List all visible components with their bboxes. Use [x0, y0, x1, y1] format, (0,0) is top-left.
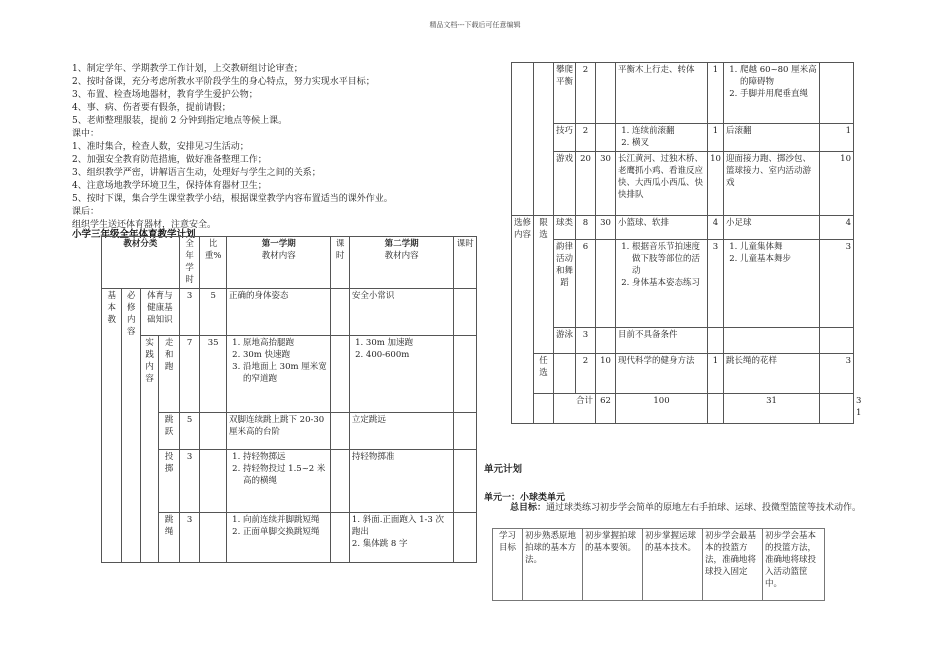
knowledge-ratio: 5 [200, 289, 227, 336]
rhythm-sem1 [616, 240, 708, 328]
list-item: 2. 手脚并用爬垂直绳 [740, 88, 817, 100]
intro-line: 1、制定学年、学期教学工作计划，上交教研组讨论审查； [72, 64, 303, 74]
plan-title: 小学三年级全年体育教学计划 [72, 229, 196, 240]
optional-p2: 3 [820, 354, 854, 394]
intro-line: 组织学生送还体育器材，注意安全。 [72, 220, 217, 230]
rhythm-sem2 [724, 240, 820, 328]
ball-p1: 4 [708, 216, 724, 240]
run-sem1 [226, 336, 331, 413]
swim-name: 游泳 [554, 328, 576, 354]
intro-line: 2、按时备课，充分考虑所教水平阶段学生的身心特点，努力实现水平目标； [72, 77, 375, 87]
page-header: 精品文档---下载后可任意编辑 [429, 21, 521, 29]
throw-name: 投掷 [159, 450, 180, 513]
game-hours: 20 [576, 152, 596, 216]
rope-name: 跳绳 [159, 513, 180, 563]
basic-label: 基本教 [102, 289, 122, 563]
h-period2-cell: 课时 [454, 237, 477, 289]
game-name: 游戏 [554, 152, 576, 216]
list-item: 2. 集体跳 8 字 [351, 539, 408, 549]
list-item: 2. 横叉 [632, 137, 705, 149]
list-item: 1. 持轻物掷远 [243, 451, 329, 463]
h-period1-cell: 课时 [331, 237, 349, 289]
knowledge-name: 体育与健康基础知识 [140, 289, 179, 336]
intro-line: 4、事、病、伤者要有假条，提前请假； [72, 103, 231, 113]
ball-p2: 4 [820, 216, 854, 240]
rope-hours: 3 [179, 513, 199, 563]
unit1-title: 单元一：小球类单元 [484, 493, 566, 503]
plan-table-right: 攀爬平衡 2 平衡木上行走、转体 1 1. 爬越 60~80 厘米高的障碍物 2. 手脚并用爬垂直绳 技巧 2 1. 连续前滚翻 2. 横叉 1 后滚翻 1 游戏 20 30 长江黄河、过独木桥、老鹰抓小鸡、看谁反应快、大西瓜小西瓜、快快排队 10 迎面接力跑、掷沙包、篮球接力、室内活动游戏 10 选修内容 限选 球类 8 30 小篮球、软排 4 小足球 4 韵律活动和舞蹈 6 1. 根据音乐节拍速度做下肢等部位的活动 2. 身体基本姿态练习 3 1. 儿童集体舞 2. 儿童基本舞步 3 游泳 3 目前不具备条件 任选 2 10 现代科学的健身方法 1 跳长绳的花样 3 合计 62 100 31 31 [511, 62, 854, 424]
skill-p2: 1 [820, 124, 854, 152]
unit-plan-title: 单元计划 [484, 464, 523, 475]
throw-sem1 [226, 450, 331, 513]
optional-hours: 2 [576, 354, 596, 394]
game-ratio: 30 [596, 152, 616, 216]
skill-name: 技巧 [554, 124, 576, 152]
rhythm-hours: 6 [576, 240, 596, 328]
list-item: 2. 30m 快速跑 [243, 349, 329, 361]
knowledge-hours: 3 [179, 289, 199, 336]
climb-hours: 2 [576, 63, 596, 124]
h-content1-label: 教材内容 [261, 251, 296, 261]
optional-sem1: 现代科学的健身方法 [616, 354, 708, 394]
optional-name: 任选 [534, 354, 554, 394]
intro-line: 3、布置、检查场地器材，教育学生爱护公物； [72, 90, 258, 100]
total-ratio: 100 [616, 394, 708, 424]
rhythm-p1: 3 [708, 240, 724, 328]
rhythm-name: 韵律活动和舞蹈 [554, 240, 576, 328]
elective-label: 选修内容 [512, 216, 534, 424]
ball-sem2: 小足球 [724, 216, 820, 240]
list-item: 1. 儿童集体舞 [740, 241, 817, 253]
list-item: 1. 根据音乐节拍速度做下肢等部位的活动 [632, 241, 705, 277]
knowledge-sem1: 正确的身体姿态 [226, 289, 331, 336]
knowledge-sem2: 安全小常识 [349, 289, 454, 336]
h-content2-cell [349, 237, 454, 289]
game-sem1: 长江黄河、过独木桥、老鹰抓小鸡、看谁反应快、大西瓜小西瓜、快快排队 [616, 152, 708, 216]
total-label: 合计 [554, 394, 596, 424]
intro-line: 5、老师整理服装，提前 2 分钟到指定地点等候上课。 [72, 116, 288, 126]
goal-label: 总目标： [510, 503, 547, 513]
intro-line: 课后： [72, 207, 100, 217]
list-item: 1. 连续前滚翻 [632, 125, 705, 137]
h-ratio-cell: 比重% [200, 237, 227, 289]
list-item: 1. 爬越 60~80 厘米高的障碍物 [740, 64, 817, 88]
skill-sem2: 后滚翻 [724, 124, 820, 152]
intro-line: 3、组织教学严密，讲解语言生动，处理好与学生之间的关系； [72, 168, 321, 178]
game-p1: 10 [708, 152, 724, 216]
game-p2: 10 [820, 152, 854, 216]
game-sem2: 迎面接力跑、掷沙包、篮球接力、室内活动游戏 [724, 152, 820, 216]
run-name: 走和跑 [159, 336, 180, 413]
climb-sem2 [724, 63, 820, 124]
intro-line: 1、准时集合，检查人数，安排见习生活动； [72, 142, 249, 152]
objective-cell: 初步学会最基本的投篮方法，准确地将球投入固定 [703, 529, 763, 601]
unit-goal [484, 502, 904, 515]
rope-sem1 [226, 513, 331, 563]
intro-line: 2、加强安全教育防范措施，做好准备整理工作； [72, 155, 267, 165]
list-item: 1. 斜面.正面跑入 1-3 次跑出 [351, 515, 445, 537]
list-item: 1. 原地高抬腿跑 [243, 337, 329, 349]
ball-ratio: 30 [596, 216, 616, 240]
list-item: 1. 向前连续并脚跳短绳 [243, 514, 329, 526]
list-item: 2. 持轻物投过 1.5~2 米高的横绳 [243, 463, 329, 487]
climb-name: 攀爬平衡 [554, 63, 576, 124]
objective-cell: 初步掌握拍球的基本要领。 [583, 529, 643, 601]
ball-hours: 8 [576, 216, 596, 240]
objectives-head: 学习目标 [493, 529, 523, 601]
ball-name: 球类 [554, 216, 576, 240]
run-hours: 7 [179, 336, 199, 413]
limited-label: 限选 [534, 216, 554, 354]
h-sem2-label: 第二学期 [384, 239, 419, 249]
throw-hours: 3 [179, 450, 199, 513]
goal-text: 通过球类练习初步学会简单的原地左右手拍球、运球、投微型篮筐等技术动作。 [546, 503, 862, 513]
list-item: 1. 30m 加速跑 [366, 337, 452, 349]
list-item: 2. 正面单脚交换跳短绳 [243, 526, 329, 538]
total-hours: 62 [596, 394, 616, 424]
jump-sem2: 立定跳远 [349, 413, 454, 450]
list-item: 3. 沿地面上 30m 厘米宽的窄道跑 [243, 361, 329, 385]
climb-p1: 1 [708, 63, 724, 124]
plan-table-left-body [101, 236, 477, 563]
swim-sem1: 目前不具备条件 [616, 328, 708, 354]
h-content2-label: 教材内容 [384, 251, 419, 261]
optional-p1: 1 [708, 354, 724, 394]
optional-sem2: 跳长绳的花样 [724, 354, 820, 394]
h-hours-cell: 全年学时 [179, 237, 199, 289]
throw-sem2: 持轻物掷准 [349, 450, 454, 513]
h-sem1-label: 第一学期 [261, 239, 296, 249]
climb-sem1: 平衡木上行走、转体 [616, 63, 708, 124]
intro-line: 4、注意场地教学环境卫生，保持体育器材卫生； [72, 181, 267, 191]
objective-cell: 初步掌握运球的基本技术。 [643, 529, 703, 601]
objectives-table [492, 528, 825, 601]
skill-sem1 [616, 124, 708, 152]
optional-ratio: 10 [596, 354, 616, 394]
objective-cell: 初步学会基本的投篮方法，准确地将球投入活动篮筐中。 [763, 529, 825, 601]
intro-line: 5、按时下课，集合学生课堂教学小结，根据课堂教学内容布置适当的课外作业。 [72, 194, 393, 204]
total-p1: 31 [724, 394, 820, 424]
jump-sem1: 双脚连续跳上跳下 20-30 厘米高的台阶 [226, 413, 331, 450]
intro-line: 课中： [72, 129, 100, 139]
jump-name: 跳跃 [159, 413, 180, 450]
rope-sem2 [349, 513, 454, 563]
intro-text [72, 63, 492, 232]
practice-label: 实践内容 [140, 336, 158, 563]
skill-hours: 2 [576, 124, 596, 152]
skill-p1: 1 [708, 124, 724, 152]
run-sem2 [349, 336, 454, 413]
h-content1-cell [226, 237, 331, 289]
objective-cell: 初步熟悉原地拍球的基本方法。 [523, 529, 583, 601]
h-category-cell: 教材分类 [102, 237, 180, 289]
list-item: 2. 400-600m [366, 349, 452, 361]
required-label: 必修内容 [122, 289, 140, 563]
rhythm-p2: 3 [820, 240, 854, 328]
list-item: 2. 身体基本姿态练习 [632, 277, 705, 289]
ball-sem1: 小篮球、软排 [616, 216, 708, 240]
swim-hours: 3 [576, 328, 596, 354]
run-ratio: 35 [200, 336, 227, 413]
list-item: 2. 儿童基本舞步 [740, 253, 817, 265]
jump-hours: 5 [179, 413, 199, 450]
